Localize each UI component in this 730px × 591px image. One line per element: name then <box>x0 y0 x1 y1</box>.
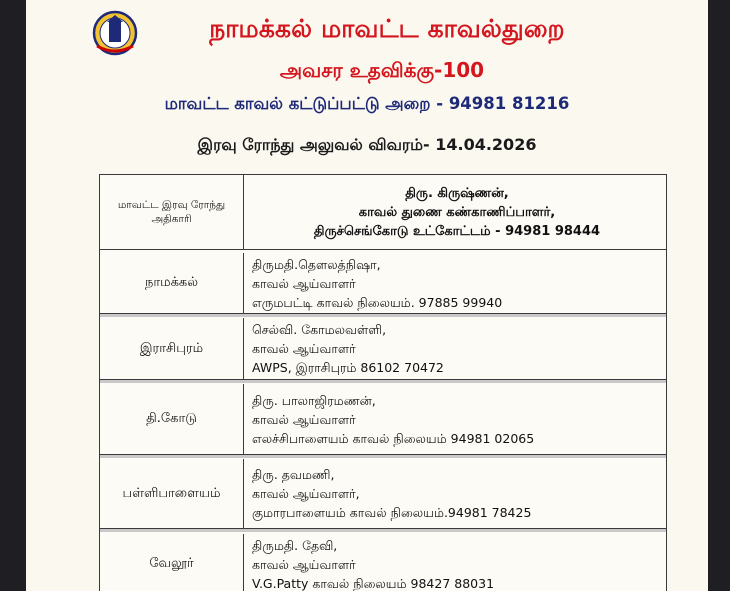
station-phone: குமாரபாளையம் காவல் நிலையம்.94981 78425 <box>252 505 532 520</box>
officer-office: திருச்செங்கோடு உட்கோட்டம் - 94981 98444 <box>313 223 601 239</box>
area-label: தி.கோடு <box>100 384 244 454</box>
inspector-name: திரு. பாலாஜிரமணன், <box>252 392 376 408</box>
inspector-designation: காவல் ஆய்வாளர் <box>252 411 356 427</box>
officer-designation: காவல் துணை கண்காணிப்பாளர், <box>358 204 556 220</box>
duty-date-line: இரவு ரோந்து அலுவல் விவரம்- 14.04.2026 <box>197 135 537 154</box>
inspector-name: திரு. தவமணி, <box>252 467 335 482</box>
inspector-designation: காவல் ஆய்வாளர், <box>252 486 360 501</box>
inspector-designation: காவல் ஆய்வாளர் <box>252 341 356 356</box>
control-room-line: மாவட்ட காவல் கட்டுப்பட்டு அறை - 94981 81216 <box>164 94 570 113</box>
inspector-designation: காவல் ஆய்வாளர் <box>252 556 356 572</box>
station-phone: எருமபட்டி காவல் நிலையம். 97885 99940 <box>252 294 503 310</box>
inspector-designation: காவல் ஆய்வாளர் <box>252 275 356 291</box>
inspector-details <box>252 253 662 313</box>
inspector-details <box>252 534 662 591</box>
officer-name: திரு. கிருஷ்ணன், <box>405 185 509 201</box>
inspector-name: திருமதி.தௌலத்நிஷா, <box>252 256 381 272</box>
duty-table <box>99 174 667 591</box>
table-row-officer <box>100 175 666 250</box>
station-phone: AWPS, இராசிபுரம் 86102 70472 <box>252 360 444 375</box>
table-row <box>100 318 666 380</box>
inspector-details <box>252 318 662 379</box>
left-frame <box>0 0 26 591</box>
inspector-name: திருமதி. தேவி, <box>252 537 338 553</box>
inspector-details <box>252 459 662 528</box>
area-label: இராசிபுரம் <box>100 318 244 379</box>
table-row <box>100 534 666 591</box>
area-label: பள்ளிபாளையம் <box>100 459 244 528</box>
right-frame <box>708 0 730 591</box>
table-row <box>100 384 666 455</box>
table-row <box>100 253 666 314</box>
page-title: நாமக்கல் மாவட்ட காவல்துறை <box>209 14 565 43</box>
emergency-subtitle: அவசர உதவிக்கு-100 <box>279 58 485 82</box>
officer-role-label: மாவட்ட இரவு ரோந்து அதிகாரி <box>100 175 244 249</box>
table-row <box>100 459 666 529</box>
area-label: நாமக்கல் <box>100 253 244 313</box>
station-phone: எலச்சிபாளையம் காவல் நிலையம் 94981 02065 <box>252 430 535 446</box>
inspector-name: செல்வி. கோமலவள்ளி, <box>252 322 387 337</box>
station-phone: V.G.Patty காவல் நிலையம் 98427 88031 <box>252 575 495 591</box>
inspector-details <box>252 384 662 454</box>
officer-details <box>252 175 662 249</box>
area-label: வேலூர் <box>100 534 244 591</box>
notice-sheet <box>26 0 708 591</box>
